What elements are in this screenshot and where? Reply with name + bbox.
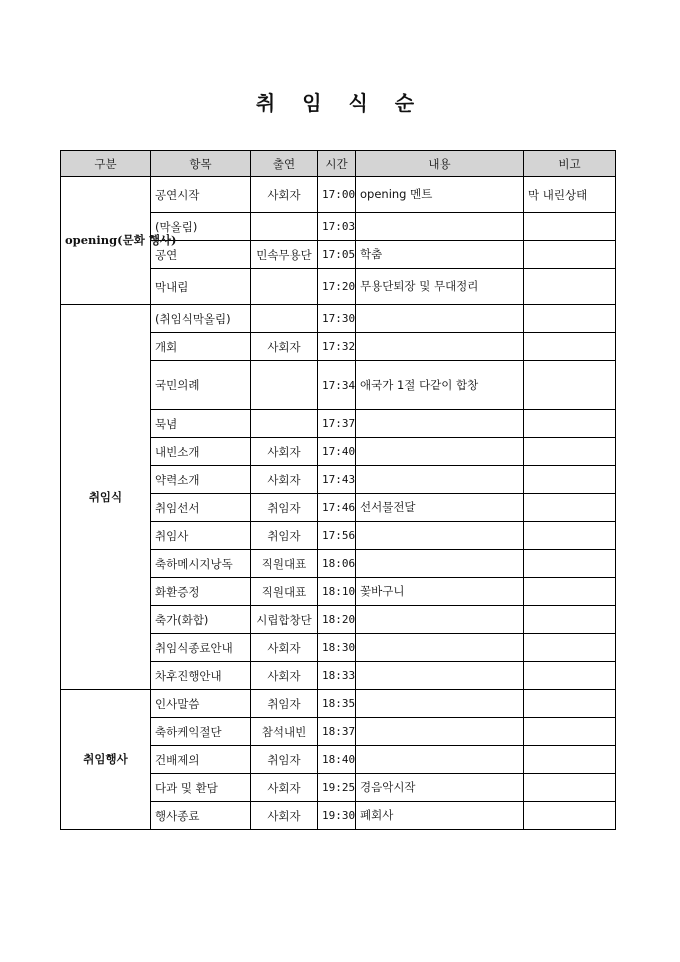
cell-performer [251, 213, 318, 241]
cell-content: 폐회사 [356, 802, 524, 830]
cell-content [356, 333, 524, 361]
cell-time: 18:37 [318, 718, 356, 746]
cell-time: 18:33 [318, 662, 356, 690]
header-item: 항목 [151, 151, 251, 177]
cell-content [356, 662, 524, 690]
cell-item: 차후진행안내 [151, 662, 251, 690]
cell-note [524, 578, 616, 606]
cell-time: 18:40 [318, 746, 356, 774]
cell-content [356, 522, 524, 550]
cell-performer: 사회자 [251, 774, 318, 802]
header-performer: 출연 [251, 151, 318, 177]
cell-item: 축가(화합) [151, 606, 251, 634]
cell-performer: 사회자 [251, 333, 318, 361]
cell-note [524, 746, 616, 774]
cell-content [356, 718, 524, 746]
table-row [61, 305, 616, 333]
cell-note [524, 333, 616, 361]
cell-time: 17:00 [318, 177, 356, 213]
cell-time: 17:40 [318, 438, 356, 466]
cell-time: 18:10 [318, 578, 356, 606]
header-note: 비고 [524, 151, 616, 177]
cell-performer: 사회자 [251, 466, 318, 494]
cell-note [524, 690, 616, 718]
cell-performer: 취임자 [251, 494, 318, 522]
document-title: 취 임 식 순 [255, 91, 425, 115]
cell-note [524, 774, 616, 802]
cell-time: 18:06 [318, 550, 356, 578]
cell-time: 17:37 [318, 410, 356, 438]
cell-time: 17:03 [318, 213, 356, 241]
cell-content [356, 634, 524, 662]
cell-performer: 사회자 [251, 438, 318, 466]
cell-content [356, 690, 524, 718]
cell-note [524, 606, 616, 634]
cell-time: 17:32 [318, 333, 356, 361]
cell-performer: 참석내빈 [251, 718, 318, 746]
table-row [61, 177, 616, 213]
cell-performer: 사회자 [251, 177, 318, 213]
header-row [61, 151, 616, 177]
cell-note [524, 634, 616, 662]
cell-performer: 사회자 [251, 662, 318, 690]
cell-time: 17:43 [318, 466, 356, 494]
cell-performer [251, 269, 318, 305]
cell-time: 19:25 [318, 774, 356, 802]
cell-performer: 민속무용단 [251, 241, 318, 269]
cell-content: 경음악시작 [356, 774, 524, 802]
cell-item: 행사종료 [151, 802, 251, 830]
cell-note [524, 522, 616, 550]
cell-item: 내빈소개 [151, 438, 251, 466]
cell-item: 화환증정 [151, 578, 251, 606]
cell-time: 18:35 [318, 690, 356, 718]
cell-content [356, 606, 524, 634]
cell-item: 묵념 [151, 410, 251, 438]
cell-item: 축하케익절단 [151, 718, 251, 746]
cell-item: 취임사 [151, 522, 251, 550]
cell-content: 꽃바구니 [356, 578, 524, 606]
cell-item: 약력소개 [151, 466, 251, 494]
cell-content [356, 213, 524, 241]
cell-content [356, 438, 524, 466]
cell-performer [251, 361, 318, 410]
cell-performer: 취임자 [251, 522, 318, 550]
section-label: opening(문화 행사) [61, 177, 151, 305]
header-category: 구분 [61, 151, 151, 177]
cell-content: opening 멘트 [356, 177, 524, 213]
cell-note [524, 466, 616, 494]
cell-item: 막내림 [151, 269, 251, 305]
cell-performer: 취임자 [251, 690, 318, 718]
cell-item: 공연 [151, 241, 251, 269]
cell-performer [251, 305, 318, 333]
cell-content [356, 550, 524, 578]
cell-note [524, 438, 616, 466]
cell-note [524, 241, 616, 269]
cell-content [356, 305, 524, 333]
cell-time: 17:30 [318, 305, 356, 333]
cell-note: 막 내린상태 [524, 177, 616, 213]
cell-note [524, 662, 616, 690]
cell-time: 19:30 [318, 802, 356, 830]
header-time: 시간 [318, 151, 356, 177]
cell-note [524, 213, 616, 241]
cell-note [524, 361, 616, 410]
section-label: 취임행사 [61, 690, 151, 830]
cell-time: 17:34 [318, 361, 356, 410]
cell-performer: 취임자 [251, 746, 318, 774]
cell-item: (막올림) [151, 213, 251, 241]
table-row [61, 690, 616, 718]
schedule-body [61, 177, 616, 830]
cell-content [356, 410, 524, 438]
cell-time: 17:46 [318, 494, 356, 522]
cell-note [524, 305, 616, 333]
cell-time: 17:20 [318, 269, 356, 305]
cell-item: 취임식종료안내 [151, 634, 251, 662]
cell-time: 17:56 [318, 522, 356, 550]
cell-performer: 시립합창단 [251, 606, 318, 634]
cell-item: 인사말씀 [151, 690, 251, 718]
cell-note [524, 718, 616, 746]
cell-time: 17:05 [318, 241, 356, 269]
cell-note [524, 802, 616, 830]
cell-content [356, 466, 524, 494]
cell-performer: 사회자 [251, 802, 318, 830]
cell-note [524, 494, 616, 522]
cell-time: 18:30 [318, 634, 356, 662]
cell-performer: 사회자 [251, 634, 318, 662]
ceremony-schedule-table [60, 150, 616, 830]
cell-item: 다과 및 환담 [151, 774, 251, 802]
cell-content: 애국가 1절 다같이 합창 [356, 361, 524, 410]
cell-content: 선서물전달 [356, 494, 524, 522]
cell-note [524, 269, 616, 305]
cell-time: 18:20 [318, 606, 356, 634]
cell-item: (취임식막올림) [151, 305, 251, 333]
cell-item: 공연시작 [151, 177, 251, 213]
cell-item: 국민의례 [151, 361, 251, 410]
cell-item: 개회 [151, 333, 251, 361]
cell-content: 학춤 [356, 241, 524, 269]
cell-note [524, 550, 616, 578]
cell-performer [251, 410, 318, 438]
cell-performer: 직원대표 [251, 550, 318, 578]
section-label: 취임식 [61, 305, 151, 690]
cell-item: 건배제의 [151, 746, 251, 774]
cell-content [356, 746, 524, 774]
cell-content: 무용단퇴장 및 무대정리 [356, 269, 524, 305]
cell-item: 축하메시지낭독 [151, 550, 251, 578]
cell-performer: 직원대표 [251, 578, 318, 606]
cell-item: 취임선서 [151, 494, 251, 522]
cell-note [524, 410, 616, 438]
header-content: 내용 [356, 151, 524, 177]
